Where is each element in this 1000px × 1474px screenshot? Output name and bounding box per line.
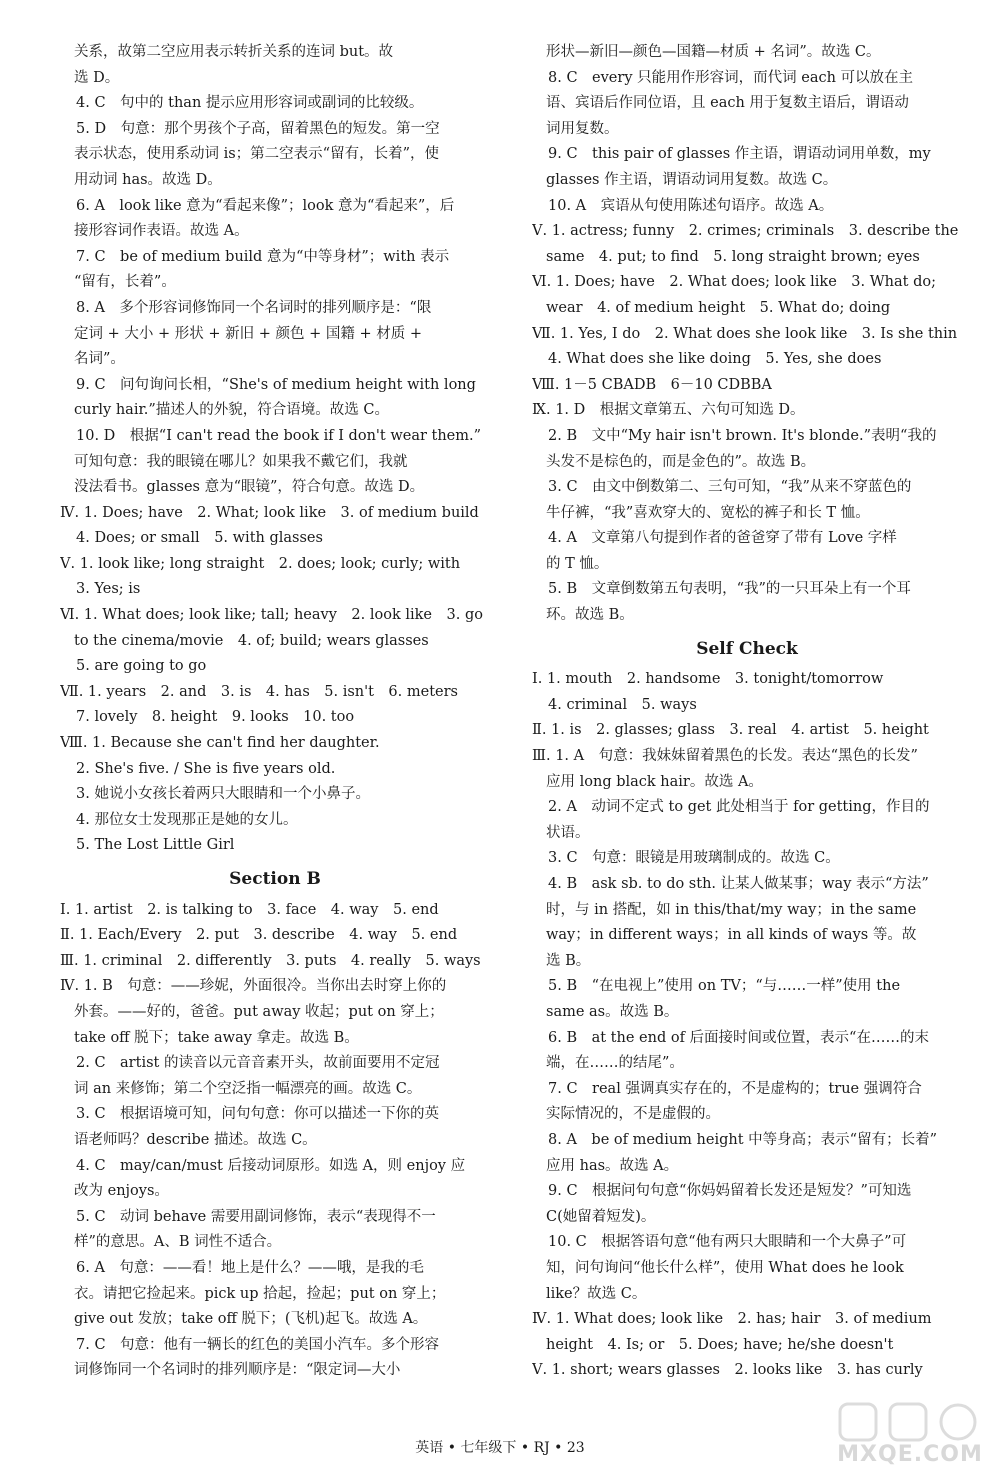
answer-line: 3. C 由文中倒数第二、三句可知，“我”从来不穿蓝色的 [548, 479, 912, 496]
answer-line: 牛仔裤，“我”喜欢穿大的、宽松的裤子和长 T 恤。 [546, 504, 870, 521]
answer-line: like？故选 C。 [546, 1285, 647, 1302]
answer-line: Ⅲ. 1. criminal 2. differently 3. puts 4. really 5. ways [60, 952, 481, 969]
answer-line: 端，在……的结尾”。 [546, 1055, 684, 1072]
answer-line: Ⅰ. 1. mouth 2. handsome 3. tonight/tomorrow [532, 671, 884, 688]
answer-line: 5. The Lost Little Girl [76, 837, 235, 854]
answer-line: 4. C may/can/must 后接动词原形。如选 A，则 enjoy 应 [76, 1157, 466, 1174]
answer-line: 知，问句询问“他长什么样”，使用 What does he look [546, 1259, 904, 1276]
answer-line: 10. D 根据“I can't read the book if I don't wear them.” [76, 427, 482, 444]
answer-line: 5. C 动词 behave 需要用副词修饰，表示“表现得不一 [76, 1208, 436, 1225]
watermark-text: MXQE.COM [837, 1442, 983, 1467]
answer-line: 状语。 [546, 824, 590, 841]
answer-line: 6. B at the end of 后面接时间或位置，表示“在……的末 [548, 1029, 929, 1046]
answer-line: Ⅵ. 1. What does; look like; tall; heavy 2. look like 3. go [60, 607, 483, 624]
watermark-icon [830, 1400, 990, 1444]
answer-line: 4. A 文章第八句提到作者的爸爸穿了带有 Love 字样 [548, 530, 897, 547]
answer-line: same as。故选 B。 [546, 1003, 679, 1020]
answer-line: 4. Does; or small 5. with glasses [76, 530, 323, 547]
answer-line: glasses 作主语，谓语动词用复数。故选 C。 [546, 171, 838, 188]
answer-line: to the cinema/movie 4. of; build; wears glasses [74, 632, 429, 649]
answer-line: 4. B ask sb. to do sth. 让某人做某事；way 表示“方法” [548, 876, 929, 892]
answer-line: Ⅱ. 1. is 2. glasses; glass 3. real 4. artist 5. height [532, 722, 929, 739]
answer-line: 外套。——好的，爸爸。put away 收起；put on 穿上； [74, 1003, 444, 1020]
answer-line: 3. C 根据语境可知，问句句意：你可以描述一下你的英 [76, 1106, 440, 1123]
watermark-logo [830, 1400, 990, 1472]
answer-line: height 4. Is; or 5. Does; have; he/she doesn't [546, 1336, 894, 1353]
answer-line: 6. A look like 意为“看起来像”；look 意为“看起来”，后 [76, 197, 455, 214]
answer-line: Ⅳ. 1. Does; have 2. What; look like 3. of medium build [60, 504, 479, 521]
answer-line: 3. 她说小女孩长着两只大眼睛和一个小鼻子。 [76, 786, 370, 803]
answer-line: 表示状态，使用系动词 is；第二空表示“留有，长着”，使 [74, 146, 440, 163]
answer-line: 接形容词作表语。故选 A。 [74, 223, 249, 240]
answer-line: 10. C 根据答语句意“他有两只大眼睛和一个大鼻子”可 [548, 1234, 907, 1251]
answer-line: Ⅴ. 1. actress; funny 2. crimes; criminals 3. describe the [532, 223, 959, 240]
answer-line: Ⅳ. 1. What does; look like 2. has; hair 3. of medium [532, 1311, 932, 1328]
answer-line: 3. Yes; is [76, 581, 141, 598]
answer-line: 6. A 句意：——看！地上是什么？——哦，是我的毛 [76, 1259, 424, 1276]
answer-line: Ⅶ. 1. Yes, I do 2. What does she look like 3. Is she thin [532, 325, 958, 342]
answer-line: 用动词 has。故选 D。 [74, 171, 222, 188]
answer-line: 7. C real 强调真实存在的，不是虚构的；true 强调符合 [548, 1080, 922, 1097]
answer-line: 2. C artist 的读音以元音音素开头，故前面要用不定冠 [76, 1055, 440, 1072]
answer-line: 时，与 in 搭配，如 in this/that/my way；in the same [546, 901, 917, 918]
answer-line: 没法看书。glasses 意为“眼镜”，符合句意。故选 D。 [74, 479, 425, 496]
answer-line: 词用复数。 [546, 120, 619, 137]
answer-line: 2. A 动词不定式 to get 此处相当于 for getting，作目的 [548, 799, 930, 816]
answer-line: 词 an 来修饰；第二个空泛指一幅漂亮的画。故选 C。 [74, 1080, 422, 1097]
answer-line: Ⅱ. 1. Each/Every 2. put 3. describe 4. way 5. end [60, 927, 458, 944]
answer-line: Ⅴ. 1. look like; long straight 2. does; look; curly; with [60, 555, 461, 572]
answer-line: 词修饰同一个名词时的排列顺序是：“限定词—大小 [74, 1362, 401, 1379]
answer-line: 10. A 宾语从句使用陈述句语序。故选 A。 [548, 197, 834, 214]
answer-line: Ⅳ. 1. B 句意：——珍妮，外面很冷。当你出去时穿上你的 [60, 978, 447, 995]
answer-line: 5. are going to go [76, 658, 207, 675]
answer-line: Ⅶ. 1. years 2. and 3. is 4. has 5. isn't 6. meters [60, 683, 458, 700]
answer-line: 5. B “在电视上”使用 on TV；“与……一样”使用 the [548, 978, 901, 995]
page-footer: 英语 • 七年级下 • RJ • 23 [415, 1440, 585, 1456]
answer-line: 实际情况的，不是虚假的。 [546, 1106, 720, 1123]
answer-line: 5. B 文章倒数第五句表明，“我”的一只耳朵上有一个耳 [548, 581, 911, 598]
answer-line: 5. D 句意：那个男孩个子高，留着黑色的短发。第一空 [76, 120, 440, 137]
answer-line: 8. A be of medium height 中等身高；表示“留有；长着” [548, 1131, 937, 1148]
section-heading: Self Check [696, 638, 798, 659]
answer-line: Ⅷ. 1. Because she can't find her daughter. [60, 735, 380, 752]
answer-line: curly hair.”描述人的外貌，符合语境。故选 C。 [74, 402, 390, 419]
answer-line: 4. C 句中的 than 提示应用形容词或副词的比较级。 [76, 95, 424, 112]
answer-line: 形状—新旧—颜色—国籍—材质 + 名词”。故选 C。 [546, 44, 881, 60]
right-column [532, 40, 962, 1384]
answer-line: take off 脱下；take away 拿走。故选 B。 [74, 1029, 359, 1046]
answer-line: 关系，故第二空应用表示转折关系的连词 but。故 [74, 44, 394, 60]
answer-line: Ⅰ. 1. artist 2. is talking to 3. face 4. way 5. end [60, 901, 439, 918]
answer-line: 名词”。 [74, 351, 125, 368]
answer-line: 7. lovely 8. height 9. looks 10. too [76, 709, 355, 726]
answer-line: way；in different ways；in all kinds of ways 等。故 [546, 927, 917, 944]
answer-line: 语老师吗？describe 描述。故选 C。 [74, 1131, 317, 1148]
answer-line: Ⅴ. 1. short; wears glasses 2. looks like 3. has curly [532, 1362, 923, 1379]
answer-line: Ⅵ. 1. Does; have 2. What does; look like 3. What do; [532, 274, 936, 291]
answer-line: 头发不是棕色的，而是金色的”。故选 B。 [546, 453, 816, 470]
answer-line: 的 T 恤。 [546, 555, 609, 572]
answer-line: wear 4. of medium height 5. What do; doing [546, 299, 891, 316]
answer-line: 4. 那位女士发现那正是她的女儿。 [76, 811, 298, 828]
left-column [60, 40, 490, 1384]
answer-line: 语、宾语后作同位语，且 each 用于复数主语后，谓语动 [546, 95, 909, 112]
answer-line: 7. C be of medium build 意为“中等身材”；with 表示 [76, 248, 450, 265]
answer-line: 改为 enjoys。 [74, 1183, 169, 1200]
answer-line: same 4. put; to find 5. long straight brown; eyes [546, 248, 920, 265]
answer-line: Ⅷ. 1－5 CBADB 6－10 CDBBA [532, 376, 772, 393]
answer-line: 选 D。 [74, 69, 120, 86]
answer-line: 可知句意：我的眼镜在哪儿？如果我不戴它们，我就 [74, 453, 408, 470]
answer-line: 2. She's five. / She is five years old. [76, 760, 336, 777]
section-heading: Section B [229, 869, 321, 889]
answer-line: 衣。请把它捡起来。pick up 拾起，捡起；put on 穿上； [74, 1285, 446, 1302]
answer-line: Ⅲ. 1. A 句意：我妹妹留着黑色的长发。表达“黑色的长发” [532, 748, 918, 765]
answer-line: 定词 + 大小 + 形状 + 新旧 + 颜色 + 国籍 + 材质 + [74, 325, 422, 342]
answer-line: 9. C 问句询问长相，“She's of medium height with long [76, 376, 476, 393]
answer-line: 7. C 句意：他有一辆长的红色的美国小汽车。多个形容 [76, 1336, 440, 1353]
answer-line: 8. A 多个形容词修饰同一个名词时的排列顺序是：“限 [76, 299, 432, 316]
answer-line: 2. B 文中“My hair isn't brown. It's blonde.”表明“我的 [548, 427, 937, 444]
answer-line: 3. C 句意：眼镜是用玻璃制成的。故选 C。 [548, 850, 840, 867]
answer-line: 9. C this pair of glasses 作主语，谓语动词用单数，my [548, 146, 931, 163]
answer-line: 9. C 根据问句句意“你妈妈留着长发还是短发？”可知选 [548, 1183, 912, 1200]
answer-line: 应用 long black hair。故选 A。 [546, 773, 763, 790]
answer-line: 应用 has。故选 A。 [546, 1157, 679, 1174]
answer-line: 4. What does she like doing 5. Yes, she does [548, 351, 882, 368]
answer-line: give out 发放；take off 脱下；(飞机)起飞。故选 A。 [74, 1311, 428, 1328]
answer-line: Ⅸ. 1. D 根据文章第五、六句可知选 D。 [532, 402, 805, 419]
answer-line: “留有，长着”。 [74, 274, 176, 291]
answer-line: 环。故选 B。 [546, 607, 634, 624]
answer-line: C(她留着短发)。 [546, 1208, 656, 1225]
answer-line: 样”的意思。A、B 词性不适合。 [74, 1234, 282, 1251]
answer-line: 8. C every 只能用作形容词，而代词 each 可以放在主 [548, 69, 914, 86]
answer-line: 4. criminal 5. ways [548, 696, 697, 713]
answer-line: 选 B。 [546, 952, 591, 969]
